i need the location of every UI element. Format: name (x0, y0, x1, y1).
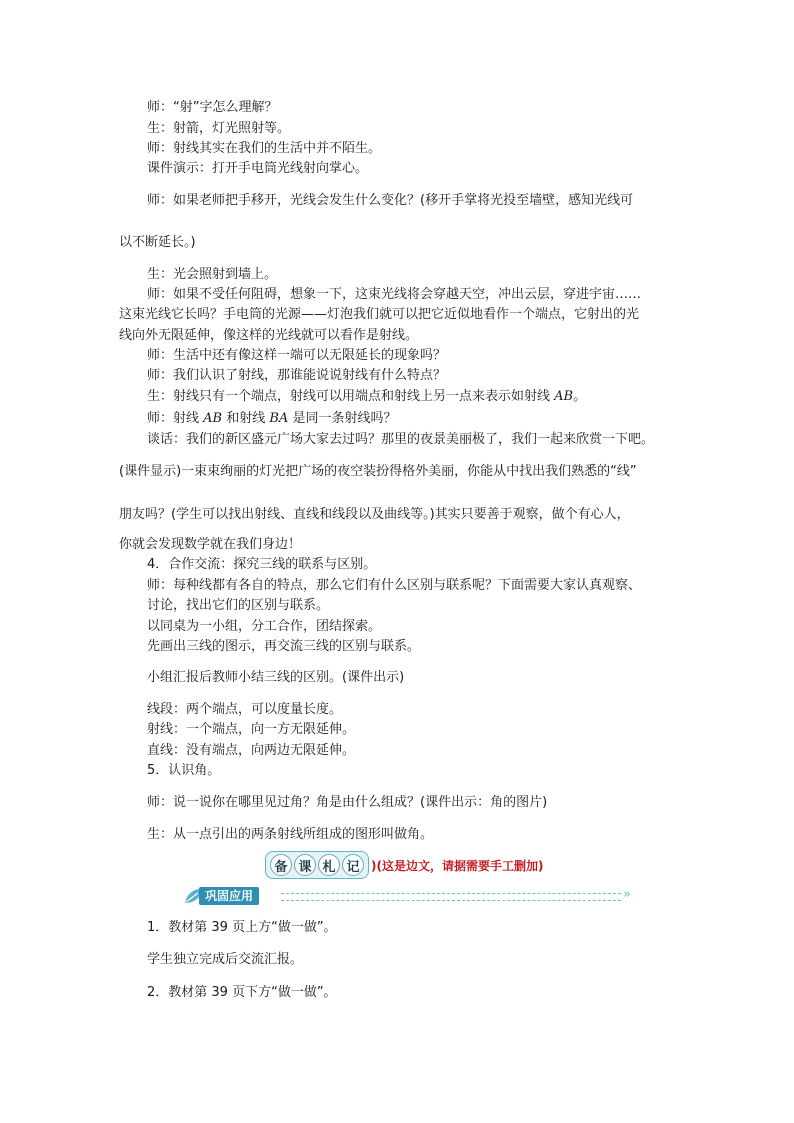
margin-note-hint: )(这是边文，请据需要手工删加) (371, 858, 544, 873)
beike-badge (265, 851, 369, 879)
text-line: 这束光线它长吗？手电筒的光源——灯泡我们就可以把它近似地看作一个端点，它射出的光 (119, 307, 640, 322)
text-line-same-ray (147, 410, 396, 427)
text-fragment: 和射线 (222, 411, 270, 426)
text-line: 5．认识角。 (147, 763, 221, 778)
badge-char: 课 (294, 854, 316, 876)
text-line: 学生独立完成后交流汇报。 (147, 952, 304, 967)
text-line: (课件显示)一束束绚丽的灯光把广场的夜空装扮得格外美丽，你能从中找出我们熟悉的“线” (119, 464, 637, 479)
text-line: 4．合作交流：探究三线的联系与区别。 (147, 557, 377, 572)
double-arrow-icon: » (623, 887, 631, 902)
text-line: 你就会发现数学就在我们身边！ (119, 537, 302, 552)
text-line: 师：每种线都有各自的特点，那么它们有什么区别与联系呢？下面需要大家认真观察、 (147, 578, 642, 593)
beike-zhaji-label (265, 851, 543, 879)
text-fragment: 生：射线只有一个端点，射线可以用端点和射线上另一点来表示如射线 (147, 389, 555, 404)
text-line: 师：射线其实在我们的生活中并不陌生。 (147, 141, 382, 156)
text-line: 讨论，找出它们的区别与联系。 (147, 598, 330, 613)
section-banner (183, 885, 643, 907)
text-fragment: 是同一条射线吗？ (288, 411, 397, 426)
text-line: 课件演示：打开手电筒光线射向掌心。 (147, 161, 369, 176)
text-line: 生：从一点引出的两条射线所组成的图形叫做角。 (147, 827, 434, 842)
text-fragment: 。 (573, 389, 587, 404)
text-line: 以不断延长。) (119, 235, 196, 250)
text-line: 1．教材第 39 页上方“做一做”。 (147, 920, 337, 935)
text-line: 生：射箭，灯光照射等。 (147, 121, 291, 136)
badge-char: 札 (318, 854, 340, 876)
text-line-ray-ab (147, 388, 586, 405)
text-line: 师：如果老师把手移开，光线会发生什么变化？(移开手掌将光投至墙壁，感知光线可 (147, 193, 634, 208)
banner-divider (281, 893, 621, 901)
text-line: 小组汇报后教师小结三线的区别。(课件出示) (147, 670, 405, 685)
section-title: 巩固应用 (199, 887, 259, 905)
text-line: 师：说一说你在哪里见过角？角是由什么组成？(课件出示：角的图片) (147, 795, 548, 810)
text-line: 2．教材第 39 页下方“做一做”。 (147, 985, 337, 1000)
math-var: AB (554, 389, 574, 404)
text-line: 生：光会照射到墙上。 (147, 267, 278, 282)
text-line: 师：我们认识了射线，那谁能说说射线有什么特点？ (147, 368, 447, 383)
text-fragment: 师：射线 (147, 411, 204, 426)
text-line: 师：“射”字怎么理解？ (147, 100, 278, 115)
badge-char: 备 (270, 854, 292, 876)
text-line: 先画出三线的图示，再交流三线的区别与联系。 (147, 639, 421, 654)
text-line: 线段：两个端点，可以度量长度。 (147, 702, 343, 717)
text-line: 谈话：我们的新区盛元广场大家去过吗？那里的夜景美丽极了，我们一起来欣赏一下吧。 (147, 432, 655, 447)
text-line: 射线：一个端点，向一方无限延伸。 (147, 722, 356, 737)
text-line: 朋友吗？(学生可以找出射线、直线和线段以及曲线等。)其实只要善于观察，做个有心人， (119, 507, 630, 522)
text-line: 线向外无限延伸，像这样的光线就可以看作是射线。 (119, 328, 419, 343)
math-var: AB (203, 411, 223, 426)
badge-char: 记 (342, 854, 364, 876)
text-line: 师：如果不受任何阻碍，想象一下，这束光线将会穿越天空，冲出云层，穿进宇宙…… (147, 287, 642, 302)
math-var: BA (269, 411, 289, 426)
text-line: 以同桌为一小组，分工合作，团结探索。 (147, 619, 382, 634)
text-line: 师：生活中还有像这样一端可以无限延长的现象吗？ (147, 348, 447, 363)
text-line: 直线：没有端点，向两边无限延伸。 (147, 743, 356, 758)
